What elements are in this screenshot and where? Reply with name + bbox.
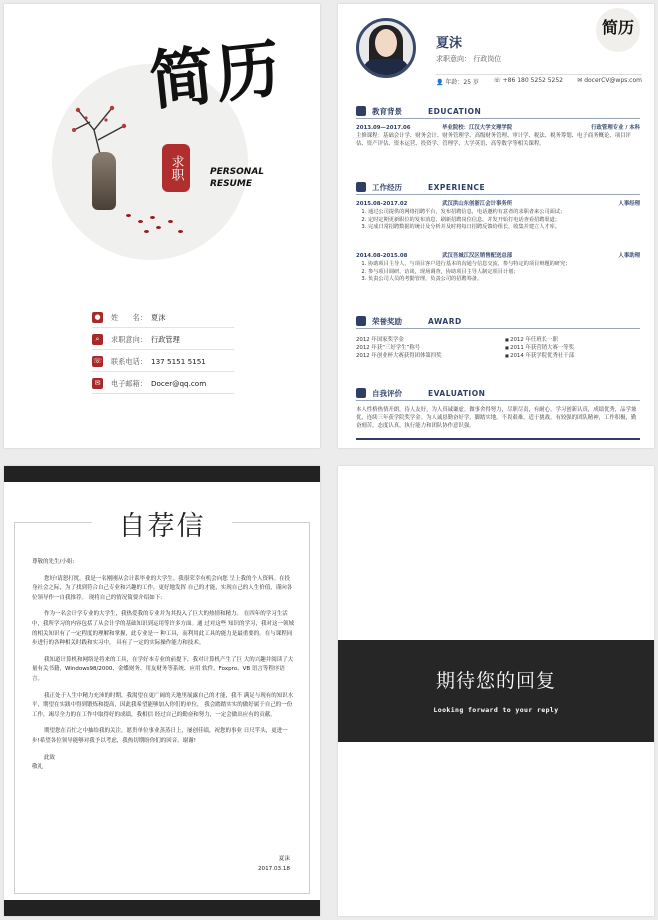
job-company: 武汉吾城江汉区销售配送总部 (442, 253, 513, 259)
section-title-en: AWARD (428, 316, 462, 326)
info-label: 求职意向： (111, 334, 147, 344)
section-title-en: EXPERIENCE (428, 182, 486, 192)
job-role: 人事经理 (618, 201, 640, 207)
age-text: 年龄：25 岁 (445, 79, 479, 86)
info-row-email (92, 374, 234, 394)
duty-item: 1. 通过公司提供的网络招聘平台，发布招聘信息，电话邀约有意者的求职者来公司面试； (368, 209, 640, 217)
duty-item: 2. 定时定期更新职位的发布消息，刷新招聘岗位信息，并发开始打电话查看招聘渠道； (368, 217, 640, 225)
bottom-bar (4, 900, 320, 916)
petal (178, 230, 183, 233)
info-value: 行政管理 (151, 334, 180, 344)
education-period: 2013.09—2017.06 (356, 125, 411, 131)
letter-paragraph: 您好!请恕打扰。我是一名刚刚从会计系毕业的大学生。我很荣幸有机会向您 呈上我的个人资料。在投身社会之际，为了找到符合自己专业和兴趣的工作，更好地发挥 自己的才能，实现自己的人生价值，谨向各位领导作一自我推荐。 现将自己的情况简要介绍如下: (32, 575, 293, 601)
phone-icon: ☏ (493, 77, 501, 84)
education-line (356, 124, 640, 132)
letter-closing: 此致 (44, 754, 56, 761)
letter-title: 自荐信 (92, 504, 232, 543)
education-major: 行政管理专业 / 本科 (591, 125, 640, 131)
job-period: 2014.08-2015.08 (356, 253, 408, 259)
top-bar (4, 466, 320, 482)
letter-closing: 敬礼 (32, 764, 44, 771)
duty-item: 1. 协助项目主导人，与项目客户进行基本的沟通与信息交流，参与特定的项目辩题的研究； (368, 261, 640, 269)
avatar (356, 18, 416, 78)
letter-greeting: 尊敬的先生/小姐: (32, 559, 75, 565)
section-title-en: EVALUATION (428, 388, 486, 398)
person-icon: 👤 (436, 79, 444, 86)
closing-page (338, 466, 654, 916)
petal (144, 230, 149, 233)
section-experience-header (356, 180, 640, 195)
info-row-phone (92, 352, 234, 372)
section-title-cn: 教育背景 (372, 106, 402, 116)
info-label: 联系电话： (111, 356, 147, 366)
resume-page (338, 4, 654, 448)
letter-signer: 夏沫 (278, 856, 290, 862)
experience-job-2 (356, 252, 640, 284)
section-title-en: EDUCATION (428, 106, 482, 116)
petal (156, 226, 161, 229)
phone-info (493, 77, 563, 86)
resume-intent: 求职意向： 行政岗位 (436, 55, 502, 63)
info-label: 电子邮箱： (111, 378, 147, 388)
job-period: 2015.08-2017.02 (356, 201, 408, 207)
letter-paragraph: 期望您在百忙之中抽给我的关注，愿贵单位事业蒸蒸日上，屡创佳绩，祝您的事业 日尺竿头，更进一步!希望各位领导能够对我予以考虑，我热切期盼你们的回音。谢谢! (32, 728, 288, 744)
age-info (436, 77, 479, 86)
resume-name: 夏沫 (436, 36, 463, 51)
email-text: docerCV@wps.com (584, 77, 642, 84)
award-item: ■ 2011 年获营销大赛一等奖 (505, 344, 640, 352)
award-item: ■ 2014 年获学院优秀社干部 (505, 352, 640, 360)
petal (150, 216, 155, 219)
award-icon (356, 316, 366, 326)
mail-icon: ✉ (577, 77, 583, 84)
award-item: 2012 年国家奖学金 (356, 337, 404, 343)
cover-title: 简历 (146, 31, 286, 120)
cover-info-list (92, 308, 234, 396)
section-award-header (356, 314, 640, 329)
duty-item: 3. 完成日常招聘数据的统计及分析并及时将每日招聘反馈给组长，收集并建立人才库。 (368, 224, 640, 232)
job-role: 人事助理 (618, 253, 640, 259)
duty-item: 3. 负责公司人员的考勤管理，负责公司的招聘筹备。 (368, 276, 640, 284)
info-value: 137 5151 5151 (151, 357, 206, 366)
award-item: 2012 年创业杯大赛获得团体第四奖 (356, 353, 442, 359)
section-education-header (356, 104, 640, 119)
person-icon: ● (92, 312, 103, 323)
job-duties (356, 261, 640, 284)
person-icon (356, 388, 366, 398)
phone-icon: ☏ (93, 357, 102, 365)
resume-logo: 简历 (596, 8, 640, 52)
footer-rule (356, 438, 640, 440)
education-school: 毕业院校：江汉大学文理学院 (442, 125, 513, 131)
closing-subtitle: Looking forward to your reply (433, 706, 559, 714)
education-courses: 主修课程：基础会计学、财务会计、财务管理学、高级财务管理、审计学、税法、税务筹划、电子商务概论、项目评估、资产评估、资本运营、投资学、管理学、大学英语、高等数学等相关课程。 (356, 133, 631, 147)
cover-english-title: PERSONAL RESUME (210, 167, 265, 189)
letter-body (32, 558, 294, 773)
job-company: 武汉洪山东创浙江会计事务所 (442, 201, 513, 207)
job-duties (356, 209, 640, 232)
letter-date: 2017.03.18 (257, 866, 290, 872)
section-evaluation-header (356, 386, 640, 401)
letter-paragraph: 我知道计算机和网络是将来的工具，在学好本专业的前提下，我对计算机产生了巨 大的兴趣并阅读了大量有关书籍，Windows98/2000、金蝶财务、用友财务等系统、应用 软件，Foxpro、VB 语言等程序语言。 (32, 656, 294, 682)
info-row-intent (92, 330, 234, 350)
cover-page (4, 4, 320, 448)
info-row-name (92, 308, 234, 328)
petal (168, 220, 173, 223)
info-value: 夏沫 (151, 312, 166, 322)
cover-letter-page (4, 466, 320, 916)
petal (138, 220, 143, 223)
info-value: Docer@qq.com (151, 379, 207, 388)
education-icon (356, 106, 366, 116)
job-header (356, 252, 640, 260)
section-title-cn: 工作经历 (372, 182, 402, 192)
duty-item: 2. 参与项目调研、访谈，现场调查，协助项目主导人制定项目计划； (368, 269, 640, 277)
letter-paragraph: 我正处于人生中精力充沛的时期，我渴望在更广阔的天地里展露自己的才能，我不 满足与现有的知识水平，期望在实践中得到锻炼和提高，因此我希望能够加入你们的单位， 我会踏踏实实的做好属于自己的一份工作，竭尽全力的在工作中取得好的成绩，我相信 经过自己的勤奋和努力，一定会做出应有的贡献。 (32, 692, 294, 718)
resume-contact-bar (436, 74, 642, 86)
evaluation-text: 本人性格热情开朗，待人友好，为人真诚谦虚。做事舍得努力，尽职尽责，有耐心。学习创新认真，成绩优秀，品学兼优，连续三年获学院奖学金。为人诚恳勤奋好学，脚踏实地，不畏艰难，适于挑战。有较强的团队精神，工作积极，勤奋刻苦，态度认真，执行能力和团队协作意识强。 (356, 407, 637, 429)
mail-icon: ✉ (92, 378, 103, 389)
letter-signature (258, 854, 290, 874)
petal (126, 214, 131, 217)
education-body (356, 124, 640, 148)
vase-illustration (92, 152, 116, 210)
award-item: ■ 2012 年任班长一职 (505, 336, 640, 344)
closing-title: 期待您的回复 (435, 670, 556, 692)
section-title-cn: 自我评价 (372, 388, 402, 398)
briefcase-icon (356, 182, 366, 192)
info-label: 姓 名： (111, 312, 147, 322)
letter-paragraph: 作为一名会计学专业的大学生，我热爱我的专业并为其投入了巨大的热情和精力。 在四年的学习生活中，我所学习的内容包括了从会计学的基础知识到运用等许多方面。通 过对这些 知识的学习，我对这一领域的相关知识有了一定程度的理解和掌握，此专业是一 种工具，而利用此工具的能力是最重要的。在与课程同步进行的各种相关时践和实习中， 具有了一定的实际操作能力和技术。 (32, 611, 295, 647)
award-item: 2012 年获“三好学生”称号 (356, 345, 421, 351)
email-info (577, 77, 642, 86)
job-header (356, 200, 640, 208)
search-icon: ⌕ (92, 334, 103, 345)
cover-seal: 求职 (162, 144, 190, 192)
award-list (356, 336, 640, 360)
section-title-cn: 荣誉奖励 (372, 316, 402, 326)
experience-job-1 (356, 200, 640, 232)
phone-text: +86 180 5252 5252 (502, 77, 563, 84)
